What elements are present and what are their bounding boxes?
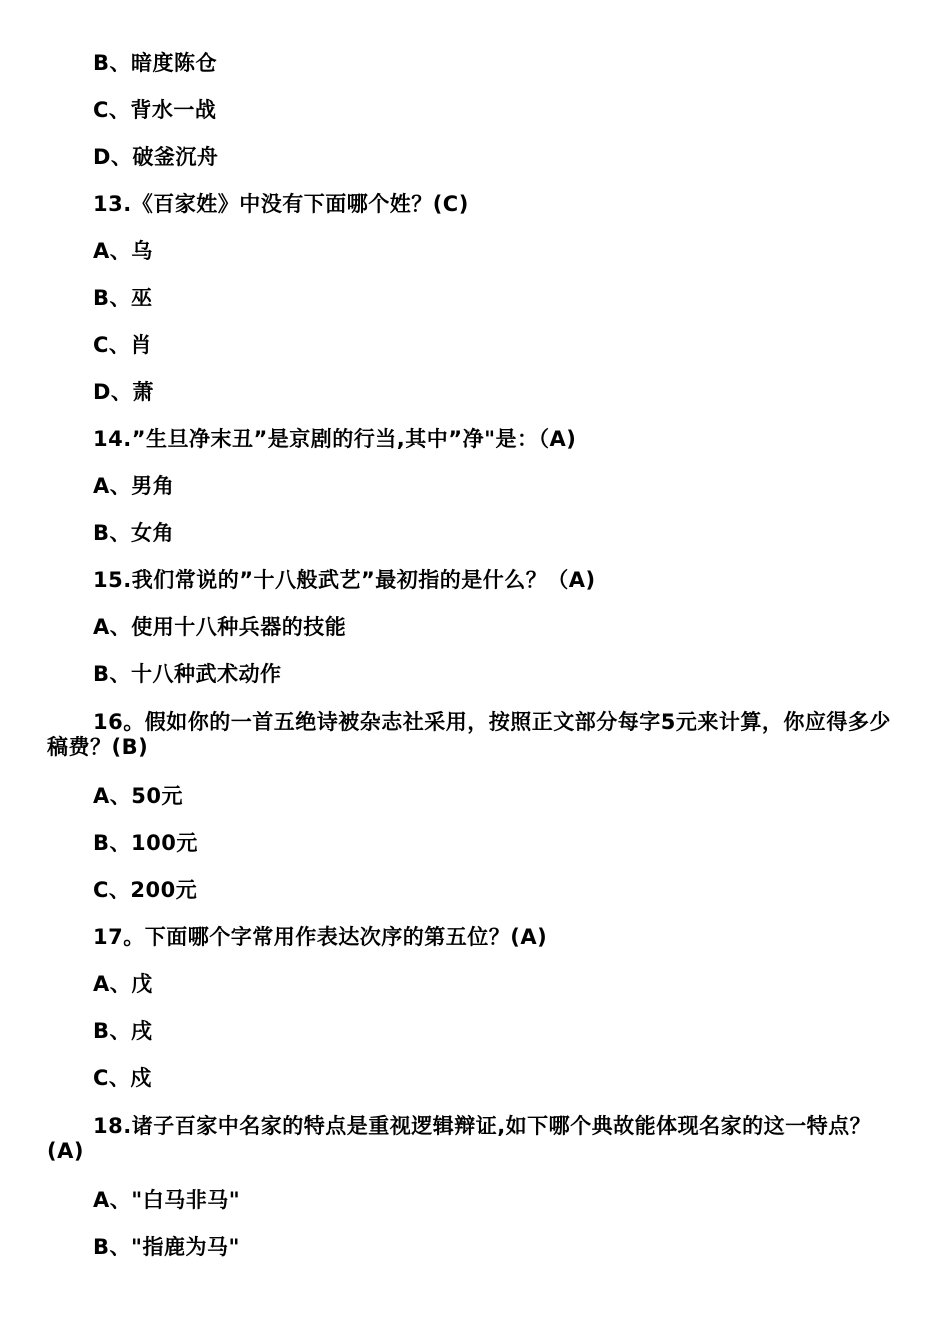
question-13-option-c: C、肖 bbox=[93, 333, 152, 357]
question-16: 16。假如你的一首五绝诗被杂志社采用，按照正文部分每字5元来计算，你应得多少稿费？(B) bbox=[47, 710, 891, 759]
option-b-line: B、暗度陈仓 bbox=[93, 51, 218, 75]
question-18: 18.诸子百家中名家的特点是重视逻辑辩证,如下哪个典故能体现名家的这一特点？(A) bbox=[47, 1114, 872, 1163]
question-17: 17。下面哪个字常用作表达次序的第五位？(A) bbox=[93, 925, 548, 949]
question-16-option-c: C、200元 bbox=[93, 878, 198, 902]
question-13-option-d: D、萧 bbox=[93, 380, 154, 404]
question-13-option-b: B、巫 bbox=[93, 286, 153, 310]
question-18-option-a: A、"白马非马" bbox=[93, 1188, 241, 1212]
question-14: 14.”生旦净末丑”是京剧的行当,其中”净"是：（A) bbox=[93, 427, 577, 451]
question-14-option-b: B、女角 bbox=[93, 521, 175, 545]
question-15-option-a: A、使用十八种兵器的技能 bbox=[93, 615, 347, 639]
question-13-option-a: A、乌 bbox=[93, 239, 153, 263]
question-17-option-b: B、戌 bbox=[93, 1019, 153, 1043]
question-17-option-c: C、戍 bbox=[93, 1066, 152, 1090]
question-15: 15.我们常说的”十八般武艺”最初指的是什么？（A) bbox=[93, 568, 596, 592]
option-d-line: D、破釜沉舟 bbox=[93, 145, 219, 169]
question-16-option-a: A、50元 bbox=[93, 784, 183, 808]
question-16-option-b: B、100元 bbox=[93, 831, 198, 855]
question-17-option-a: A、戊 bbox=[93, 972, 153, 996]
question-13: 13.《百家姓》中没有下面哪个姓？(C) bbox=[93, 192, 469, 216]
question-15-option-b: B、十八种武术动作 bbox=[93, 662, 282, 686]
question-18-option-b: B、"指鹿为马" bbox=[93, 1235, 240, 1259]
option-c-line: C、背水一战 bbox=[93, 98, 217, 122]
question-14-option-a: A、男角 bbox=[93, 474, 175, 498]
